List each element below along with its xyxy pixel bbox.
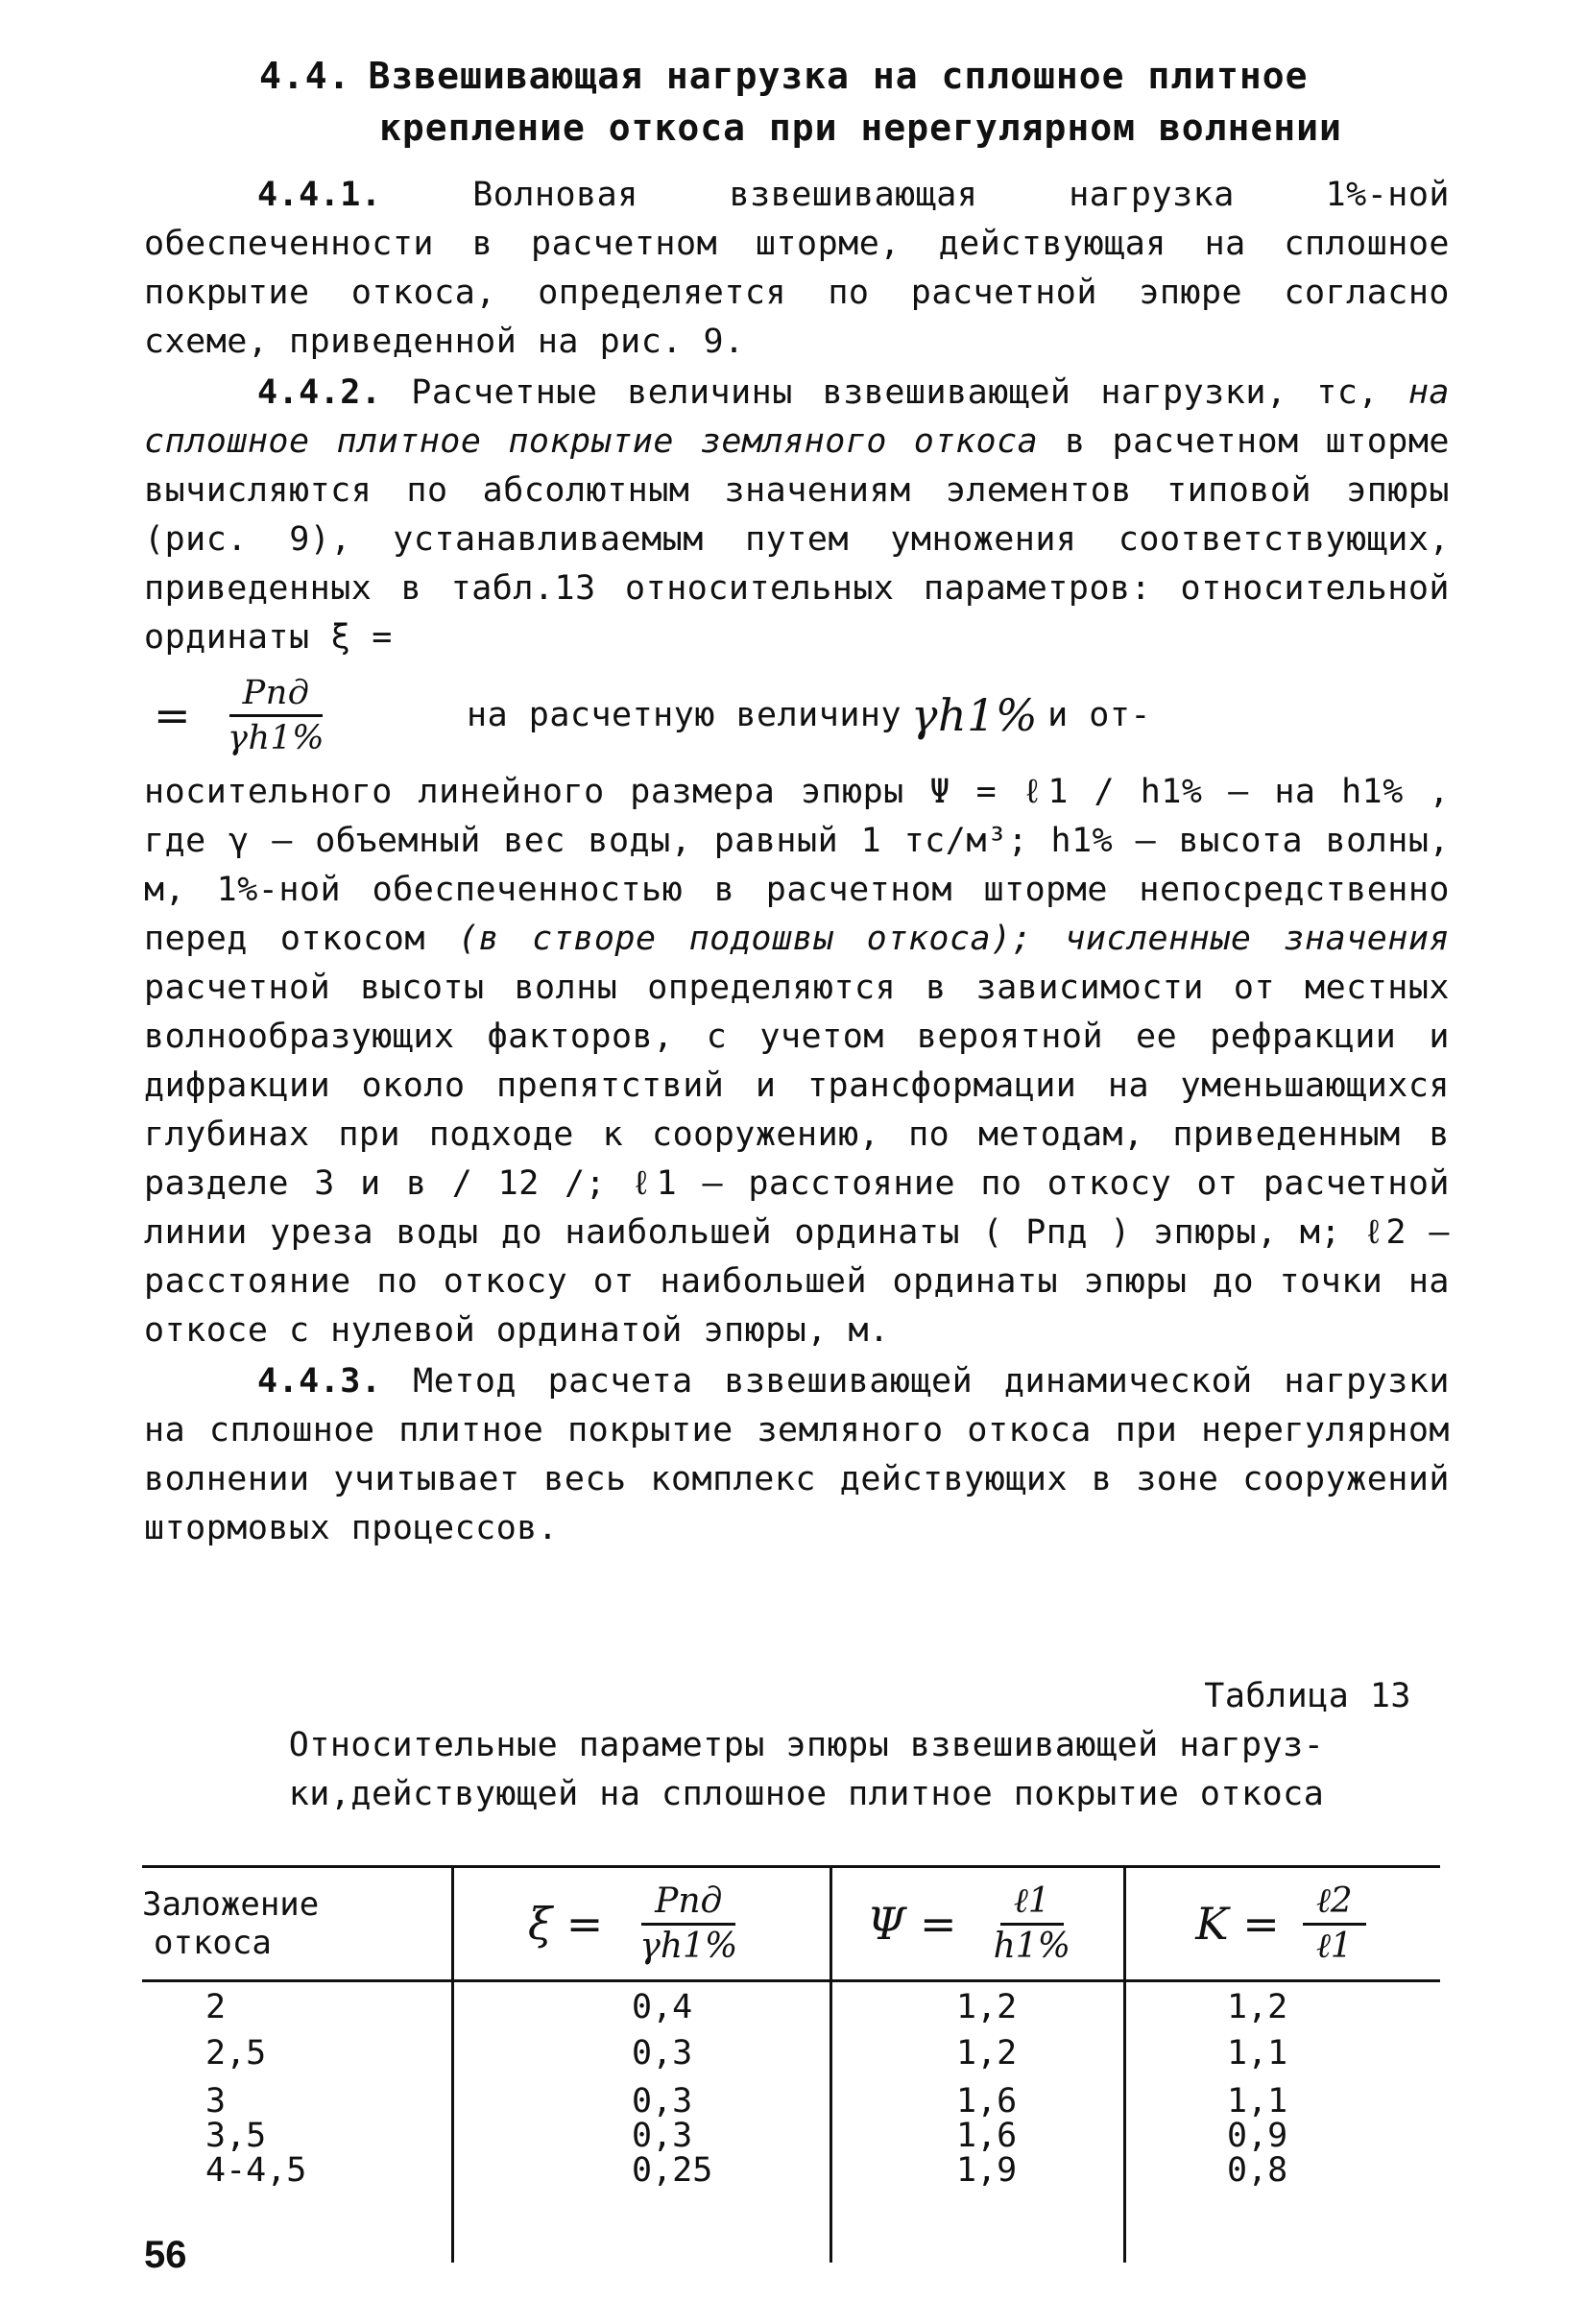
header-xi-fraction bbox=[626, 1881, 751, 1968]
table-cell-xi: 0,3 bbox=[632, 2082, 693, 2120]
header-slope bbox=[142, 1871, 449, 1977]
formula-value: γh1% bbox=[911, 688, 1039, 741]
table-cell-k: 1,2 bbox=[1227, 1988, 1288, 2026]
table-cell-xi: 0,3 bbox=[632, 2117, 693, 2155]
table-cell-psi: 1,6 bbox=[956, 2082, 1018, 2120]
fraction-denominator: γh1% bbox=[639, 1926, 738, 1966]
section-heading bbox=[259, 50, 1440, 154]
table-cell-k: 1,1 bbox=[1227, 2034, 1288, 2072]
fraction-numerator: ℓ1 bbox=[1000, 1881, 1064, 1926]
table-cell-xi: 0,4 bbox=[632, 1988, 693, 2026]
header-slope-line1: Заложение bbox=[142, 1885, 320, 1924]
body-text bbox=[144, 171, 1450, 1553]
table-cell-psi: 1,2 bbox=[956, 2034, 1018, 2072]
paragraph-number: 4.4.3. bbox=[257, 1362, 382, 1401]
table-caption bbox=[182, 1672, 1431, 1819]
header-k bbox=[1126, 1869, 1439, 1978]
section-title-line2: крепление откоса при нерегулярном волнении bbox=[379, 107, 1342, 149]
paragraph-text: Волновая взвешивающая нагрузка 1%-ной обеспеченности в расчетном шторме, действующая на сплошное покрытие откоса, определяется по расчетной эпюре согласно схеме, приведенной на рис. 9. bbox=[144, 176, 1450, 361]
paragraph-text: расчетной высоты волны определяются в зависимости от местных волнообразующих факторов, с учетом вероятной ее рефракции и дифракции около препятствий и трансформации на уменьшающихся глубинах при подходе к сооружению, по методам, приведенным в разделе 3 и в / 12 /; bbox=[144, 969, 1450, 1203]
paragraph-4-4-2 bbox=[144, 369, 1450, 662]
fraction-denominator: γh1% bbox=[228, 718, 325, 757]
paragraph-4-4-3 bbox=[144, 1357, 1450, 1553]
parameters-table bbox=[142, 1865, 1440, 2263]
table-number: Таблица 13 bbox=[1204, 1677, 1411, 1715]
table-cell-xi: 0,25 bbox=[632, 2151, 713, 2190]
header-xi bbox=[454, 1869, 829, 1978]
formula-xi-fraction bbox=[214, 672, 338, 759]
header-psi-fraction bbox=[980, 1881, 1084, 1968]
header-xi-lhs: ξ = bbox=[527, 1898, 604, 1950]
table-cell-slope: 2 bbox=[205, 1988, 227, 2026]
paragraph-number: 4.4.1. bbox=[257, 176, 382, 214]
section-title-line1: Взвешивающая нагрузка на сплошное плитное bbox=[368, 55, 1309, 97]
fraction-denominator: ℓ1 bbox=[1315, 1926, 1353, 1966]
fraction-numerator: Pпд bbox=[641, 1881, 735, 1926]
header-psi-lhs: Ψ = bbox=[867, 1898, 957, 1950]
paragraph-text: Расчетные величины взвешивающей нагрузки, тс, bbox=[411, 373, 1380, 412]
paragraph-text-italic: (в створе подошвы откоса); численные значения bbox=[457, 920, 1451, 958]
paragraph-text: ℓ1 – расстояние по откосу от расчетной линии уреза воды до наибольшей ординаты ( Pпд ) эпюры, м; ℓ2 – расстояние по откосу от наибольшей ординаты эпюры до точки на откосе с нулевой ординатой эпюры, м. bbox=[144, 1164, 1450, 1350]
table-cell-psi: 1,9 bbox=[956, 2151, 1018, 2190]
table-cell-psi: 1,2 bbox=[956, 1988, 1018, 2026]
paragraph-text: в расчетном шторме вычисляются по абсолютным значениям элементов типовой эпюры (рис. 9), устанавливаемым путем умножения соответствующих, приведенных в табл.13 относительных параметров: относительной ординаты ξ = bbox=[144, 422, 1451, 657]
header-slope-line2: откоса bbox=[154, 1924, 272, 1962]
paragraph-text-italic: на сплошное плитное покрытие земляного откоса bbox=[144, 373, 1450, 461]
section-number: 4.4. bbox=[259, 55, 351, 97]
table-cell-k: 1,1 bbox=[1227, 2082, 1288, 2120]
table-title-line1: Относительные параметры эпюры взвешивающей нагруз- bbox=[288, 1726, 1325, 1764]
paragraph-text: Метод расчета взвешивающей динамической нагрузки на сплошное плитное покрытие земляного откоса при нерегулярном волнении учитывает весь комплекс действующих в зоне сооружений штормовых процессов. bbox=[144, 1362, 1450, 1547]
table-cell-slope: 3 bbox=[205, 2082, 227, 2120]
header-psi bbox=[832, 1869, 1122, 1978]
table-cell-slope: 2,5 bbox=[205, 2034, 267, 2072]
equals-sign: = bbox=[154, 688, 192, 741]
paragraph-number: 4.4.2. bbox=[257, 373, 382, 412]
header-k-fraction bbox=[1303, 1881, 1366, 1968]
formula-tail: и от- bbox=[1047, 695, 1151, 734]
table-cell-xi: 0,3 bbox=[632, 2034, 693, 2072]
fraction-numerator: ℓ2 bbox=[1303, 1881, 1366, 1926]
table-header-rule bbox=[142, 1979, 1440, 1982]
page-number: 56 bbox=[144, 2234, 187, 2276]
header-k-lhs: K = bbox=[1195, 1898, 1280, 1950]
table-cell-k: 0,8 bbox=[1227, 2151, 1288, 2190]
fraction-denominator: h1% bbox=[993, 1926, 1070, 1966]
formula-line bbox=[144, 662, 1450, 768]
paragraph-text: на h1% , где γ – объемный вес воды, равный 1 тс/м³; h1% – высота волны, м, 1%-ной обеспеченностью в расчетном шторме непосредственно перед откосом bbox=[144, 773, 1451, 958]
table-cell-slope: 3,5 bbox=[205, 2117, 267, 2155]
table-cell-slope: 4-4,5 bbox=[205, 2151, 307, 2190]
paragraph-text: носительного линейного размера эпюры Ψ = ℓ1 / h1% – bbox=[144, 773, 1249, 811]
formula-text: на расчетную величину bbox=[467, 695, 902, 734]
table-top-rule bbox=[142, 1865, 1440, 1868]
table-cell-psi: 1,6 bbox=[956, 2117, 1018, 2155]
fraction-numerator: Pпд bbox=[229, 672, 324, 717]
table-cell-k: 0,9 bbox=[1227, 2117, 1288, 2155]
paragraph-4-4-1 bbox=[144, 171, 1450, 367]
table-title-line2: ки,действующей на сплошное плитное покрытие откоса bbox=[288, 1775, 1325, 1813]
paragraph-4-4-2-cont bbox=[144, 768, 1450, 1355]
